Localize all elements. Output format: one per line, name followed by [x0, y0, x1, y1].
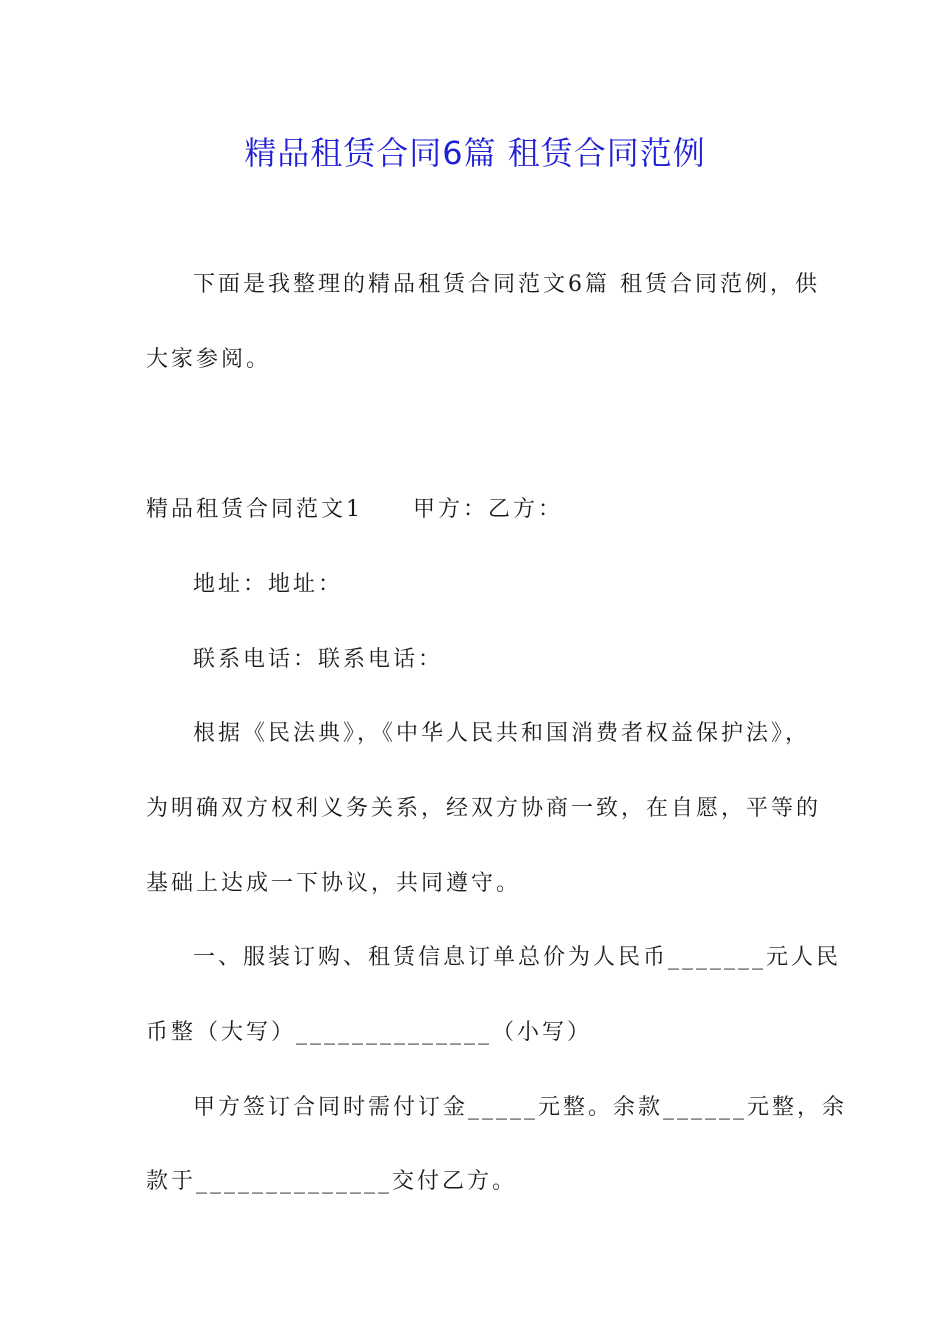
document-title: 精品租赁合同6篇 租赁合同范例	[244, 134, 706, 172]
basis-paragraph-line-3: 基础上达成一下协议，共同遵守。	[146, 871, 522, 896]
phone-line: 联系电话：联系电话：	[193, 647, 444, 672]
clause-1-line-2: 币整（大写）______________（小写）	[146, 1020, 593, 1045]
basis-paragraph-line-2: 为明确双方权利义务关系，经双方协商一致，在自愿，平等的	[146, 796, 822, 821]
section-heading: 精品租赁合同范文1	[146, 497, 363, 522]
parties-label: 甲方：乙方：	[413, 497, 564, 522]
clause-1-line-1: 一、服装订购、租赁信息订单总价为人民币_______元人民	[193, 945, 842, 970]
section-heading-line	[146, 495, 563, 525]
deposit-paragraph-line-1: 甲方签订合同时需付订金_____元整。余款______元整，余	[193, 1095, 848, 1120]
address-line: 地址：地址：	[193, 572, 344, 597]
basis-paragraph-line-1: 根据《民法典》，《中华人民共和国消费者权益保护法》，	[193, 721, 811, 746]
deposit-paragraph-line-2: 款于______________交付乙方。	[146, 1169, 518, 1194]
intro-paragraph-line-2: 大家参阅。	[146, 347, 272, 372]
intro-paragraph-line-1: 下面是我整理的精品租赁合同范文6篇 租赁合同范例，供	[193, 272, 820, 297]
